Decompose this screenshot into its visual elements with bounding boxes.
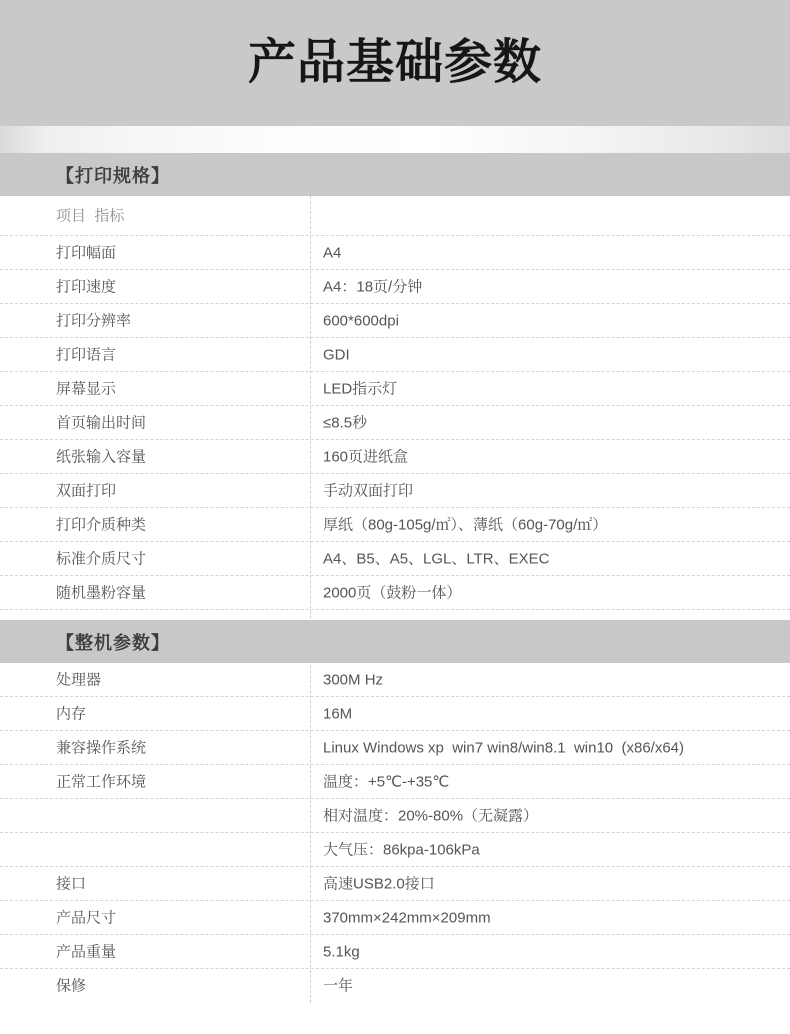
section-gap — [0, 610, 790, 620]
row-label: 首页输出时间 — [56, 414, 147, 431]
row-value: 370mm×242mm×209mm — [323, 909, 491, 926]
spec-row — [0, 697, 790, 731]
row-value: 高速USB2.0接口 — [323, 875, 435, 892]
spec-row — [0, 236, 790, 270]
row-value: 厚纸（80g-105g/㎡）、薄纸（60g-70g/㎡） — [323, 516, 608, 533]
row-value: A4：18页/分钟 — [323, 278, 423, 295]
row-label: 打印幅面 — [56, 244, 117, 261]
table-header-row — [0, 196, 790, 236]
spec-row — [0, 270, 790, 304]
row-value: 大气压：86kpa-106kPa — [323, 841, 480, 858]
spec-row — [0, 474, 790, 508]
row-value: 2000页（鼓粉一体） — [323, 584, 462, 601]
row-value: 5.1kg — [323, 943, 360, 960]
row-value: ≤8.5秒 — [323, 414, 368, 431]
row-label: 随机墨粉容量 — [56, 584, 147, 601]
row-label: 纸张输入容量 — [56, 448, 147, 465]
row-label: 项目 指标 — [56, 207, 125, 224]
spec-row — [0, 304, 790, 338]
spec-row — [0, 406, 790, 440]
spec-row — [0, 765, 790, 799]
row-value: 一年 — [323, 977, 354, 995]
row-value: 600*600dpi — [323, 312, 399, 329]
section-heading-label: 【整机参数】 — [56, 632, 170, 653]
row-label: 产品尺寸 — [56, 909, 117, 926]
spec-row — [0, 833, 790, 867]
spec-row — [0, 731, 790, 765]
spec-row — [0, 663, 790, 697]
spec-row — [0, 576, 790, 610]
row-value: LED指示灯 — [323, 380, 398, 397]
row-label: 保修 — [56, 977, 87, 995]
row-label: 打印语言 — [56, 346, 117, 363]
spec-row — [0, 935, 790, 969]
spec-row — [0, 508, 790, 542]
spec-row — [0, 338, 790, 372]
row-value: 300M Hz — [323, 671, 384, 688]
row-value: GDI — [323, 346, 350, 363]
row-value: A4 — [323, 244, 342, 261]
row-value: 16M — [323, 705, 353, 722]
section-heading-machine-params — [0, 620, 790, 663]
spec-row — [0, 799, 790, 833]
row-label: 双面打印 — [56, 482, 117, 499]
title-banner — [0, 0, 790, 126]
row-value: 相对温度：20%-80%（无凝露） — [323, 807, 539, 824]
machine-params-table — [0, 663, 790, 1003]
row-label: 接口 — [56, 875, 87, 892]
print-spec-table — [0, 196, 790, 610]
section-heading-print-spec — [0, 153, 790, 196]
row-value: Linux Windows xp win7 win8/win8.1 win10 (x86/x64) — [323, 739, 685, 756]
row-label: 兼容操作系统 — [56, 739, 147, 756]
row-value: A4、B5、A5、LGL、LTR、EXEC — [323, 550, 550, 567]
row-label: 打印速度 — [56, 278, 117, 295]
spec-row — [0, 372, 790, 406]
spec-row — [0, 542, 790, 576]
spec-row — [0, 867, 790, 901]
row-label: 打印分辨率 — [56, 312, 132, 329]
row-label: 屏幕显示 — [56, 380, 117, 397]
section-heading-label: 【打印规格】 — [56, 165, 170, 186]
spec-row — [0, 969, 790, 1003]
gradient-divider — [0, 126, 790, 153]
spec-row — [0, 440, 790, 474]
row-label: 处理器 — [56, 671, 102, 688]
row-label: 标准介质尺寸 — [56, 550, 147, 567]
row-value: 160页进纸盒 — [323, 448, 409, 465]
spec-row — [0, 901, 790, 935]
page-title: 产品基础参数 — [247, 36, 542, 89]
row-label: 打印介质种类 — [56, 516, 147, 533]
row-value: 手动双面打印 — [323, 482, 414, 499]
column-divider — [310, 196, 311, 1003]
row-label: 内存 — [56, 705, 87, 722]
row-value: 温度：+5℃-+35℃ — [323, 773, 450, 790]
row-label: 产品重量 — [56, 943, 117, 960]
row-label: 正常工作环境 — [56, 773, 147, 790]
